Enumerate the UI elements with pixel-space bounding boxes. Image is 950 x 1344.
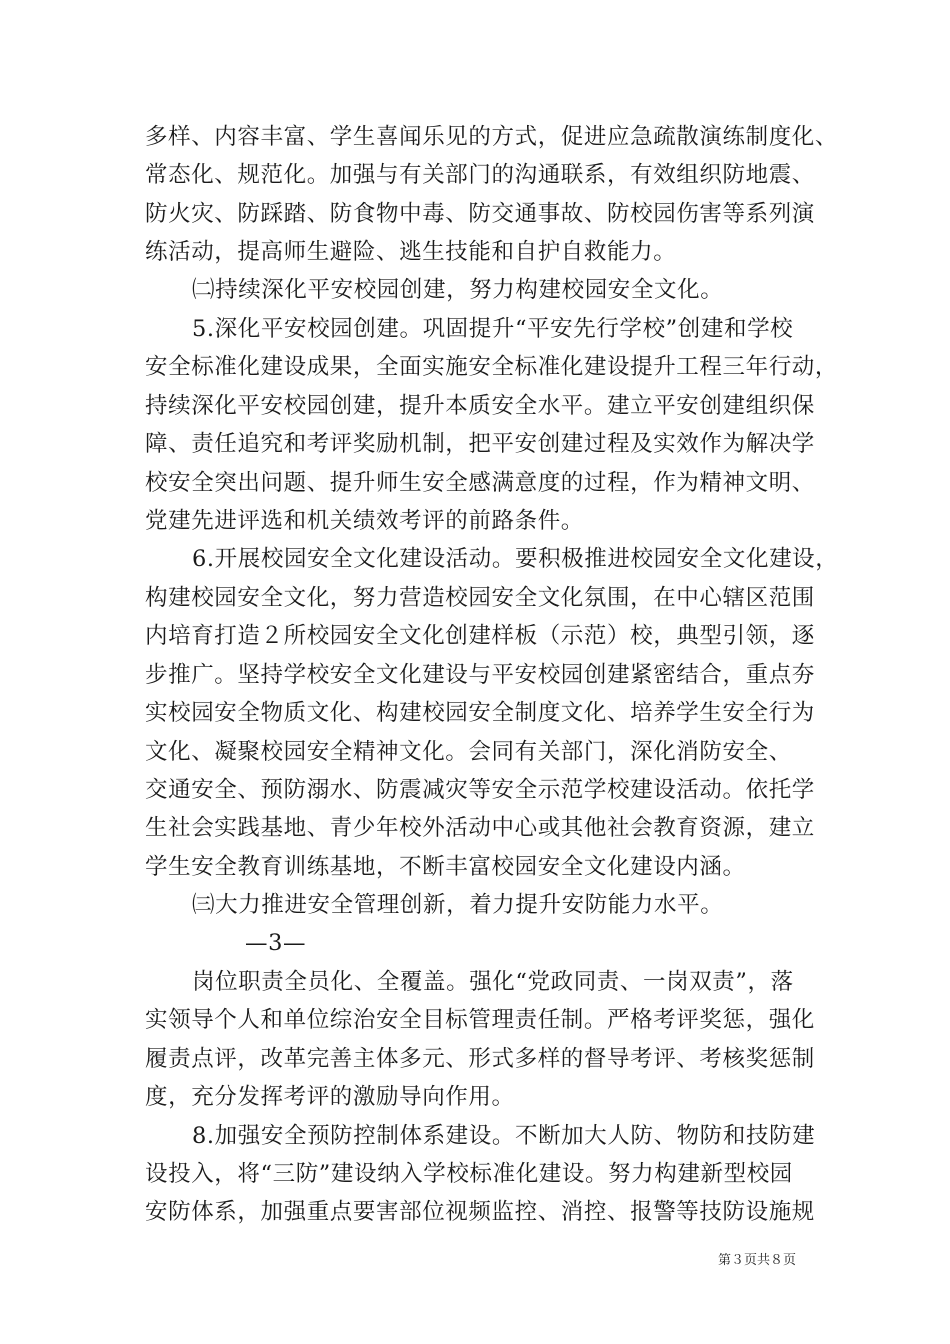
section-heading: ㈡持续深化平安校园创建，努力构建校园安全文化。 [192,277,724,303]
text-line: 常态化、规范化。加强与有关部门的沟通联系，有效组织防地震、 [145,162,815,188]
text-line: 8.加强安全预防控制体系建设。不断加大人防、物防和技防建 [192,1123,816,1149]
text-line: 学生安全教育训练基地，不断丰富校园安全文化建设内涵。 [145,854,746,880]
text-line: 6.开展校园安全文化建设活动。要积极推进校园安全文化建设， [192,546,839,572]
text-line: 实校园安全物质文化、构建校园安全制度文化、培养学生安全行为 [145,700,815,726]
page-footer: 第３页共８页 [718,1253,797,1268]
text-line: 岗位职责全员化、全覆盖。强化“党政同责、一岗双责”，落 [192,969,794,995]
text-line: 履责点评，改革完善主体多元、形式多样的督导考评、考核奖惩制 [145,1046,815,1072]
text-line: 持续深化平安校园创建，提升本质安全水平。建立平安创建组织保 [145,393,815,419]
text-line: 安全标准化建设成果，全面实施安全标准化建设提升工程三年行动， [145,354,839,380]
text-line: 文化、凝聚校园安全精神文化。会同有关部门，深化消防安全、 [145,739,792,765]
section-heading: ㈢大力推进安全管理创新，着力提升安防能力水平。 [192,892,724,918]
text-line: 障、责任追究和考评奖励机制，把平安创建过程及实效作为解决学 [145,431,815,457]
text-line: 设投入，将“三防”建设纳入学校标准化建设。努力构建新型校园 [145,1161,793,1187]
text-line: 内培育打造２所校园安全文化创建样板（示范）校，典型引领，逐 [145,623,815,649]
text-line: 生社会实践基地、青少年校外活动中心或其他社会教育资源，建立 [145,815,815,841]
text-line: 度，充分发挥考评的激励导向作用。 [145,1084,515,1110]
text-line: 交通安全、预防溺水、防震减灾等安全示范学校建设活动。依托学 [145,777,815,803]
text-line: 构建校园安全文化，努力营造校园安全文化氛围，在中心辖区范围 [145,585,815,611]
text-line: 练活动，提高师生避险、逃生技能和自护自救能力。 [145,239,677,265]
text-line: 多样、内容丰富、学生喜闻乐见的方式，促进应急疏散演练制度化、 [145,124,839,150]
text-line: 实领导个人和单位综治安全目标管理责任制。严格考评奖惩，强化 [145,1007,815,1033]
inline-page-number: —3— [245,930,307,956]
text-line: 安防体系，加强重点要害部位视频监控、消控、报警等技防设施规 [145,1199,815,1225]
text-line: 步推广。坚持学校安全文化建设与平安校园创建紧密结合，重点夯 [145,662,815,688]
text-line: 防火灾、防踩踏、防食物中毒、防交通事故、防校园伤害等系列演 [145,201,815,227]
text-line: 校安全突出问题、提升师生安全感满意度的过程，作为精神文明、 [145,470,815,496]
text-line: 5.深化平安校园创建。巩固提升“平安先行学校”创建和学校 [192,316,794,342]
text-line: 党建先进评选和机关绩效考评的前路条件。 [145,508,584,534]
